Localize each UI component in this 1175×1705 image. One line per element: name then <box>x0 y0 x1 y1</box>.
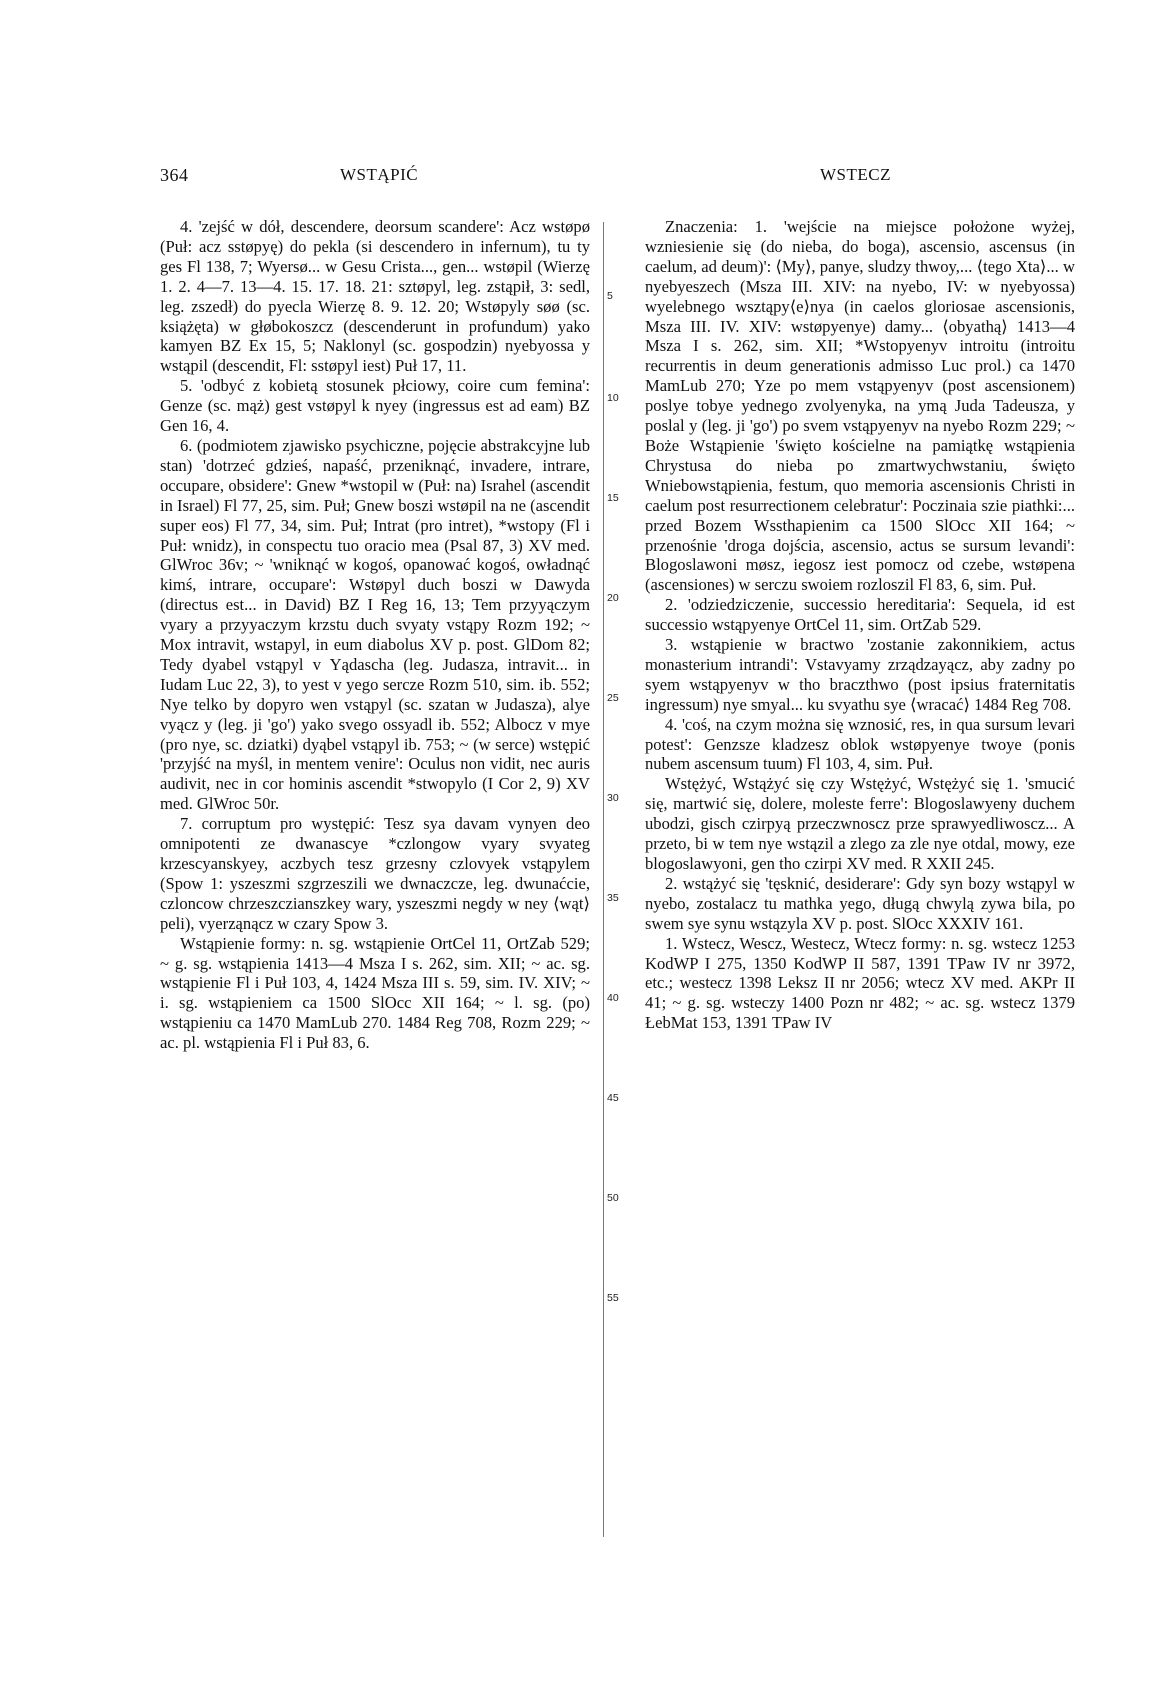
line-number: 15 <box>607 492 619 504</box>
line-number: 20 <box>607 592 619 604</box>
entry-paragraph: 2. wstążyć się 'tęsknić, desiderare': Gdy syn bozy wstąpyl w nyebo, zostalacz tu mathka yego, długą chwylą zywa bila, po swem sye synu wstązyla XV p. post. SlOcc XXXIV 161. <box>645 873 1075 933</box>
line-number: 55 <box>607 1292 619 1304</box>
line-number: 40 <box>607 992 619 1004</box>
entry-paragraph: 7. corruptum pro występić: Tesz sya davam vynyen deo omnipotenti ze dwanascye *czlongow vyary svyateg krzescyanskyey, aczbych tesz grzesny czlovyek vstąpylem (Spow 1: yszeszmi szgrzeszili we dwnaczcze, leg. dwunaćcie, czloncow chrzeszczianszkey wary, yszeszmi negdy w ney ⟨wąt⟩peli), vyerząnącz w czary Spow 3. <box>160 814 590 933</box>
line-number: 5 <box>607 290 613 302</box>
line-number: 30 <box>607 792 619 804</box>
entry-paragraph: 2. 'odziedziczenie, successio hereditaria': Sequela, id est successio wstąpyenye OrtCel 11, sim. OrtZab 529. <box>645 595 1075 635</box>
right-running-head: WSTECZ <box>820 165 891 184</box>
entry-paragraph: Znaczenia: 1. 'wejście na miejsce położone wyżej, wzniesienie się (do nieba, do boga), ascensio, ascensus (in caelum, ad deum)': ⟨My⟩, panye, sludzy thwoy,... ⟨tego Xta⟩... w nyebyeszech (Msza III. XIV: na nyebo, IV: w nyebyossa) wyelebnego wsztąpy⟨e⟩nya (in caelos gloriosae ascensionis, Msza III. IV. XIV: wstøpyenye) damy... ⟨obyathą⟩ 1413—4 Msza I s. 262, sim. XII; *Wstopyenyv introitu (introitu recurrentis in deum generationis admisso Luc prol.) ca 1470 MamLub 270; Yze po mem vstąpyenyv (post ascensionem) poslye tobye yednego zvolyenyka, na ymą Juda Tadeusza, y poslal y (leg. ji 'go') po svem vstąpyenyv na nyebo Rozm 229; ~ Boże Wstąpienie 'święto kościelne na pamiątkę wstąpienia Chrystusa do nieba po zmartwychwstaniu, święto Wniebowstąpienia, festum, quo memoria ascensionis Christi in caelum post resurrectionem celebratur': Poczinaia szie piathki:... przed Bozem Wssthapienim ca 1500 SlOcc XII 164; ~ przenośnie 'droga dojścia, ascensio, actus se sursum levandi': Blogoslawoni møsz, iegosz iest pomocz od czebe, wstøpena (ascensiones) w serczu swoiem rozloszil Fl 83, 6, sim. Puł. <box>645 217 1075 595</box>
line-number: 25 <box>607 692 619 704</box>
left-running-head: WSTĄPIĆ <box>340 165 419 184</box>
right-column <box>645 217 1075 1033</box>
left-column <box>160 217 590 1053</box>
entry-paragraph: 4. 'zejść w dół, descendere, deorsum scandere': Acz wstøpø (Puł: acz sstøpyę) do pekla (si descendero in infernum), tu ty ges Fl 138, 7; Wyersø... w Gesu Crista..., gen... wstøpil (Wierzę 1. 2. 4—7. 13—4. 15. 17. 18. 21: sztøpyl, leg. zstąpił, 3: sedl, leg. zszedł) do pyecla Wierzę 8. 9. 12. 20; Wstøpyly søø (sc. książęta) w głøbokoszcz (descenderunt in profundum) yako kamyen BZ Ex 15, 5; Naklonyl (sc. gospodzin) nyebyossa y wstąpil (descendit, Fl: sstøpyl iest) Puł 17, 11. <box>160 217 590 376</box>
line-number: 50 <box>607 1192 619 1204</box>
line-number: 45 <box>607 1092 619 1104</box>
page-number: 364 <box>160 165 189 185</box>
line-number: 10 <box>607 392 619 404</box>
entry-paragraph: Wstężyć, Wstążyć się czy Wstężyć, Wstężyć się 1. 'smucić się, martwić się, dolere, moleste ferre': Blogoslawyeny duchem ubodzi, gisch czirpyą przeczwnoscz prze sprawyedliwoscz... A przeto, bi w tem nye wstązil a zlego za zle nye otdal, mowy, eze blogoslawyoni, gen tho czirpi XV med. R XXII 245. <box>645 774 1075 873</box>
entry-paragraph: 3. wstąpienie w bractwo 'zostanie zakonnikiem, actus monasterium intrandi': Vstavyamy zrządzayącz, aby zadny po syem wstąpyenyv w tho braczthwo (post ipsius fraternitatis ingressum) nye smyal... ku svyathu sye ⟨wracać⟩ 1484 Reg 708. <box>645 635 1075 714</box>
column-divider <box>603 222 604 1537</box>
line-number: 35 <box>607 892 619 904</box>
entry-paragraph: 5. 'odbyć z kobietą stosunek płciowy, coire cum femina': Genze (sc. mąż) gest vstøpyl k nyey (ingressus est ad eam) BZ Gen 16, 4. <box>160 376 590 436</box>
entry-paragraph: 6. (podmiotem zjawisko psychiczne, pojęcie abstrakcyjne lub stan) 'dotrzeć gdzieś, napaść, przeniknąć, invadere, intrare, occupare, obsidere': Gnew *wstopil w (Puł: na) Israhel (ascendit in Israel) Fl 77, 25, sim. Puł; Gnew boszi wstøpil na ne (ascendit super eos) Fl 77, 34, sim. Puł; Intrat (pro intret), *wstopy (Fl i Puł: wnidz), in conspectu tuo oracio mea (Psal 87, 3) XV med. GlWroc 36v; ~ 'wniknąć w kogoś, opanować kogoś, owładnąć kimś, intrare, occupare': Wstøpyl duch boszi w Dawyda (directus est... in David) BZ I Reg 16, 13; Tem przyyączym vyary a przyyaczym krzstu duch svyaty vstąpy Rozm 192; ~ Mox intravit, wstapyl, in eum diabolus XV p. post. GlDom 82; Tedy dyabel vstąpyl v Yądascha (leg. Judasza, intravit... in Iudam Luc 22, 3), to yest v yego sercze Rozm 510, sim. ib. 552; Nye telko by dopyro wen vstąpyl (sc. szatan w Judasza), alye vyącz y (leg. ji 'go') yako svego ossyadl ib. 552; Albocz v mye (pro nye, sc. dziatki) dyąbel vstąpyl ib. 753; ~ (w serce) wstępić 'przyjść na myśl, in mentem venire': Oculus non vidit, nec auris audivit, nec in cor hominis ascendit *stwopylo (I Cor 2, 9) XV med. GlWroc 50r. <box>160 435 590 814</box>
entry-paragraph: 1. Wstecz, Wescz, Westecz, Wtecz formy: n. sg. wstecz 1253 KodWP I 275, 1350 KodWP II 587, 1391 TPaw IV nr 3972, etc.; westecz 1398 Leksz II nr 2056; wtecz XV med. AKPr II 41; ~ g. sg. wsteczy 1400 Pozn nr 482; ~ ac. sg. wstecz 1379 ŁebMat 153, 1391 TPaw IV <box>645 933 1075 1033</box>
entry-paragraph: Wstąpienie formy: n. sg. wstąpienie OrtCel 11, OrtZab 529; ~ g. sg. wstąpienia 1413—4 Msza I s. 262, sim. XII; ~ ac. sg. wstąpienie Fl i Puł 103, 4, 1424 Msza III s. 59, sim. IV. XIV; ~ i. sg. wstąpieniem ca 1500 SlOcc XII 164; ~ l. sg. (po) wstąpieniu ca 1470 MamLub 270. 1484 Reg 708, Rozm 229; ~ ac. pl. wstąpienia Fl i Puł 83, 6. <box>160 933 590 1053</box>
entry-paragraph: 4. 'coś, na czym można się wznosić, res, in qua sursum levari potest': Genzsze kladzesz oblok wstøpyenye twoye (ponis nubem ascensum tuum) Fl 103, 4, sim. Puł. <box>645 714 1075 774</box>
